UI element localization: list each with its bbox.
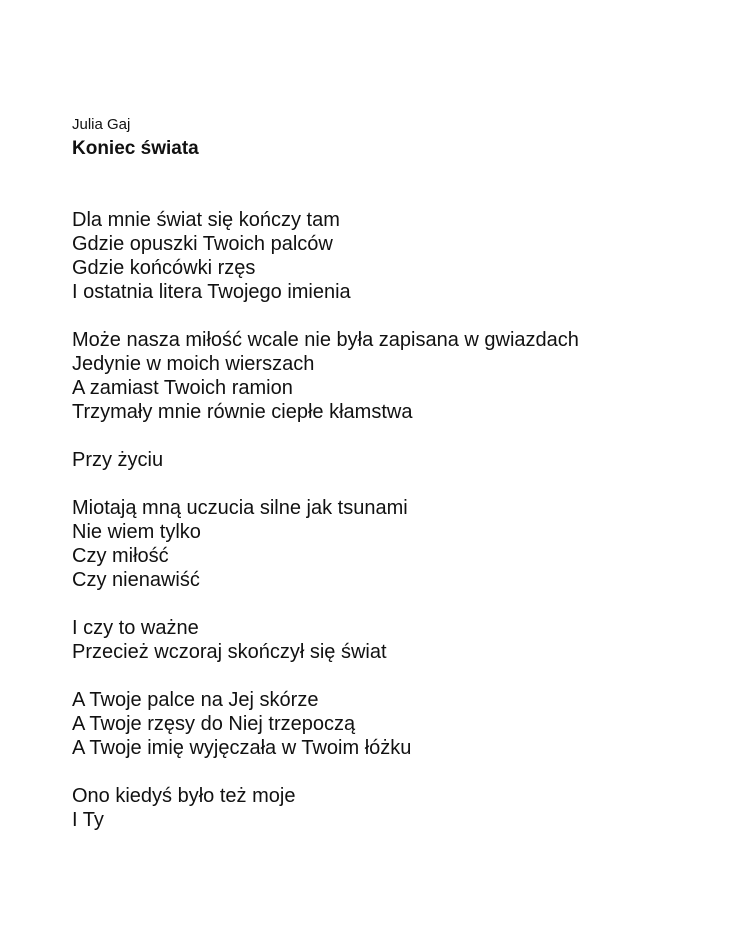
- poem-line: Przy życiu: [72, 449, 164, 471]
- poem-line: Trzymały mnie równie ciepłe kłamstwa: [72, 401, 413, 423]
- poem-line: A Twoje imię wyjęczała w Twoim łóżku: [72, 737, 412, 759]
- poem-line: Przecież wczoraj skończył się świat: [72, 641, 387, 663]
- poem-line: I ostatnia litera Twojego imienia: [72, 281, 351, 303]
- stanza: [72, 784, 712, 832]
- poem-line: Czy miłość: [72, 545, 169, 567]
- poem-line: Dla mnie świat się kończy tam: [72, 209, 340, 231]
- poem-line: Czy nienawiść: [72, 569, 200, 591]
- poem-line: A Twoje palce na Jej skórze: [72, 689, 319, 711]
- stanza: [72, 208, 712, 304]
- poem-page: [72, 114, 712, 856]
- poem-line: Jedynie w moich wierszach: [72, 353, 315, 375]
- author-name: Julia Gaj: [72, 116, 131, 133]
- poem-line: Ono kiedyś było też moje: [72, 785, 296, 807]
- poem-line: Może nasza miłość wcale nie była zapisana w gwiazdach: [72, 329, 579, 351]
- poem-line: Nie wiem tylko: [72, 521, 201, 543]
- stanza: [72, 328, 712, 424]
- poem-line: Miotają mną uczucia silne jak tsunami: [72, 497, 408, 519]
- poem-line: I Ty: [72, 809, 104, 831]
- stanza: [72, 616, 712, 664]
- poem-line: A zamiast Twoich ramion: [72, 377, 293, 399]
- stanza: [72, 496, 712, 592]
- poem-line: Gdzie końcówki rzęs: [72, 257, 256, 279]
- poem-line: A Twoje rzęsy do Niej trzepoczą: [72, 713, 356, 735]
- poem-title: Koniec świata: [72, 138, 199, 159]
- poem-body: [72, 208, 712, 832]
- poem-line: I czy to ważne: [72, 617, 199, 639]
- stanza: [72, 448, 712, 472]
- stanza: [72, 688, 712, 760]
- poem-line: Gdzie opuszki Twoich palców: [72, 233, 333, 255]
